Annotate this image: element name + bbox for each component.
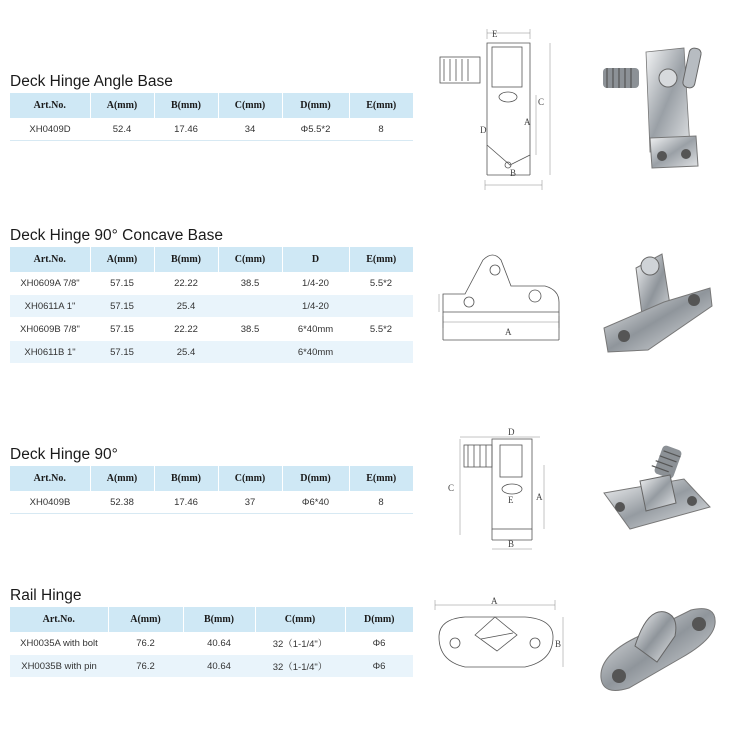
table-cell: 32（1-1/4"） [255, 655, 345, 678]
table-row [10, 341, 413, 364]
table-cell [349, 341, 413, 364]
dim-label: C [538, 97, 545, 107]
table-row [10, 118, 413, 141]
technical-drawing-deck-hinge-90 [440, 425, 555, 555]
dim-label: A [505, 327, 512, 337]
spring-icon [603, 68, 639, 88]
table-cell: Φ6 [345, 655, 413, 678]
section-rail-hinge [10, 585, 415, 678]
dim-label: C [448, 483, 455, 493]
section-deck-hinge-angle-base [10, 71, 415, 141]
column-header: B(mm) [154, 93, 218, 118]
table-cell: Φ5.5*2 [282, 118, 349, 141]
table-cell: Φ6 [345, 632, 413, 655]
column-header: A(mm) [90, 247, 154, 272]
column-header: B(mm) [154, 466, 218, 491]
table-cell: XH0035B with pin [10, 655, 108, 678]
table-header-row [10, 247, 413, 272]
table-cell: 8 [349, 491, 413, 514]
table-cell [218, 295, 282, 318]
column-header: Art.No. [10, 93, 90, 118]
table-cell: 25.4 [154, 341, 218, 364]
column-header: D(mm) [282, 466, 349, 491]
table-cell: XH0609B 7/8" [10, 318, 90, 341]
table-cell: XH0609A 7/8" [10, 272, 90, 295]
table-cell: 22.22 [154, 272, 218, 295]
section-title: Rail Hinge [10, 587, 82, 604]
table-cell: 38.5 [218, 272, 282, 295]
product-photo-concave-base [600, 248, 715, 363]
table-cell: 57.15 [90, 341, 154, 364]
table-header-row [10, 93, 413, 118]
table-cell: 57.15 [90, 318, 154, 341]
spec-table [10, 247, 413, 364]
table-header-row [10, 466, 413, 491]
column-header: C(mm) [218, 466, 282, 491]
column-header: E(mm) [349, 466, 413, 491]
table-cell: XH0611A 1" [10, 295, 90, 318]
table-cell: 17.46 [154, 118, 218, 141]
dim-label: E [492, 29, 498, 39]
column-header: A(mm) [90, 466, 154, 491]
dim-label: D [480, 125, 487, 135]
table-row [10, 318, 413, 341]
dim-label: B [510, 168, 517, 178]
spec-table [10, 607, 413, 678]
column-header: D(mm) [282, 93, 349, 118]
table-cell: 40.64 [183, 655, 255, 678]
spec-table [10, 466, 413, 514]
table-cell: 1/4-20 [282, 272, 349, 295]
product-photo-deck-hinge-90 [600, 445, 712, 545]
table-cell: 5.5*2 [349, 272, 413, 295]
table-cell: XH0035A with bolt [10, 632, 108, 655]
section-title: Deck Hinge 90° Concave Base [10, 227, 223, 244]
table-cell: 57.15 [90, 295, 154, 318]
dim-label: A [524, 117, 531, 127]
table-cell: 6*40mm [282, 341, 349, 364]
column-header: A(mm) [108, 607, 183, 632]
table-row [10, 655, 413, 678]
column-header: E(mm) [349, 93, 413, 118]
dim-label: E [508, 495, 514, 505]
table-cell: 25.4 [154, 295, 218, 318]
section-deck-hinge-90-concave-base [10, 225, 415, 364]
table-row [10, 295, 413, 318]
dim-label: A [536, 492, 543, 502]
table-cell: XH0409D [10, 118, 90, 141]
column-header: Art.No. [10, 607, 108, 632]
table-row [10, 632, 413, 655]
table-cell: 37 [218, 491, 282, 514]
table-cell: 76.2 [108, 655, 183, 678]
table-header-row [10, 607, 413, 632]
table-cell: 57.15 [90, 272, 154, 295]
column-header: C(mm) [218, 93, 282, 118]
column-header: C(mm) [218, 247, 282, 272]
technical-drawing-rail-hinge [425, 595, 575, 690]
table-cell: 52.4 [90, 118, 154, 141]
column-header: B(mm) [154, 247, 218, 272]
table-cell: 17.46 [154, 491, 218, 514]
column-header: A(mm) [90, 93, 154, 118]
column-header: C(mm) [255, 607, 345, 632]
technical-drawing-concave-base [435, 250, 575, 350]
spec-table [10, 93, 413, 141]
table-cell: 22.22 [154, 318, 218, 341]
table-cell: 8 [349, 118, 413, 141]
technical-drawing-angle-base [430, 25, 560, 190]
product-photo-angle-base [598, 40, 713, 175]
table-cell [349, 295, 413, 318]
section-title: Deck Hinge 90° [10, 446, 118, 463]
column-header: Art.No. [10, 247, 90, 272]
table-cell: 1/4-20 [282, 295, 349, 318]
dim-label: B [555, 639, 562, 649]
section-deck-hinge-90 [10, 444, 415, 514]
section-title: Deck Hinge Angle Base [10, 73, 173, 90]
table-cell: XH0409B [10, 491, 90, 514]
dim-label: B [508, 539, 515, 549]
column-header: E(mm) [349, 247, 413, 272]
table-row [10, 272, 413, 295]
table-cell: Φ6*40 [282, 491, 349, 514]
table-cell [218, 341, 282, 364]
table-cell: XH0611B 1" [10, 341, 90, 364]
dim-label: D [508, 427, 515, 437]
column-header: Art.No. [10, 466, 90, 491]
table-cell: 32（1-1/4"） [255, 632, 345, 655]
table-cell: 5.5*2 [349, 318, 413, 341]
product-photo-rail-hinge [595, 600, 720, 700]
table-cell: 76.2 [108, 632, 183, 655]
table-row [10, 491, 413, 514]
column-header: B(mm) [183, 607, 255, 632]
column-header: D(mm) [345, 607, 413, 632]
table-cell: 38.5 [218, 318, 282, 341]
table-cell: 6*40mm [282, 318, 349, 341]
table-cell: 40.64 [183, 632, 255, 655]
column-header: D [282, 247, 349, 272]
dim-label: A [491, 596, 498, 606]
table-cell: 52.38 [90, 491, 154, 514]
table-cell: 34 [218, 118, 282, 141]
